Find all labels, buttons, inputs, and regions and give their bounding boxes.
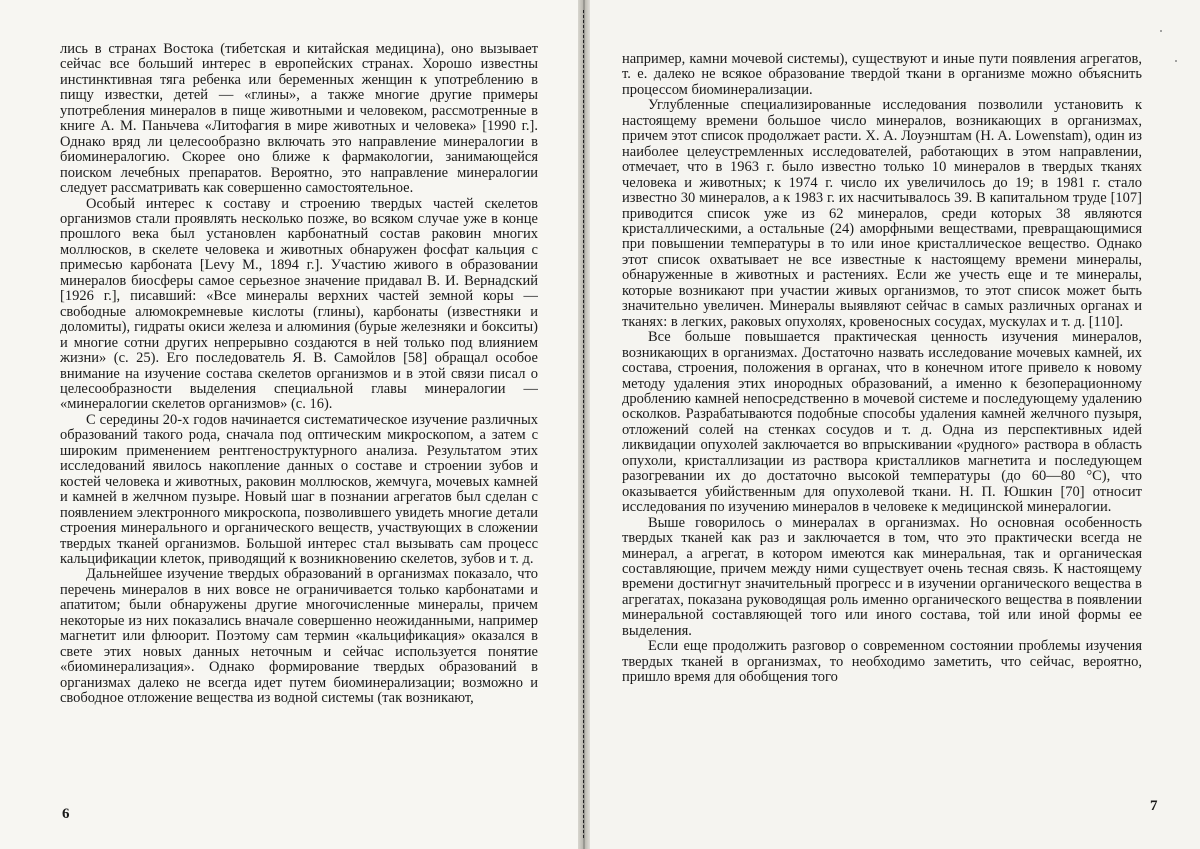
page-number: 7 bbox=[1150, 798, 1158, 814]
paragraph: С середины 20-х годов начинается систематическое изучение различных образований такого рода, сначала под оптическим микроскопом, а затем с широким применением рентгеноструктурного анализа. Результатом этих исследований явилось накопление данных о составе и строении зубов и костей человека и животных, раковин моллюсков, жемчуга, мочевых камней и камней в желчном пузыре. Новый шаг в познании агрегатов был сделан с появлением электронного микроскопа, позволившего увидеть многие детали строения минерального и органического веществ, участвующих в сложении твердых тканей организмов. Большой интерес стал вызывать сам процесс кальцификации клеток, приводящий к возникновению скелетов, зубов и т. д. bbox=[60, 411, 538, 567]
paragraph: Выше говорилось о минералах в организмах. Но основная особенность твердых тканей как раз и заключается в том, что это практически всегда не минерал, а агрегат, в котором имеются как минеральная, так и органическая составляющие, причем между ними существует очень тесная связь. К настоящему времени достигнут значительный прогресс и в изучении органического вещества в агрегатах, показана руководящая роль именно органического вещества в появлении минеральной составляющей того или иного состава, той или иной формы ее выделения. bbox=[622, 514, 1142, 639]
paragraph: Углубленные специализированные исследования позволили установить к настоящему времени большое число минералов, возникающих в организмах, причем этот список продолжает расти. Х. А. Лоуэнштам (H. A. Lowenstam), один из наиболее целеустремленных исследователей, работающих в этом направлении, отмечает, что в 1963 г. было известно только 10 минералов в твердых тканях человека и животных; к 1974 г. число их увеличилось до 19; в 1981 г. стало известно 30 минералов, а к 1983 г. их насчитывалось 39. В капитальном труде [107] приводится список уже из 62 минералов, среди которых 38 являются кристаллическими, а остальные (24) аморфными веществами, превращающимися при повышении температуры в то или иное кристаллическое вещество. Однако этот список охватывает не все известные к настоящему времени минералы, обнаруженные в животных и растениях. Если же учесть еще и те минералы, которые возникают при участии живых организмов, то этот список может быть значительно увеличен. Минералы выявляют сейчас в самых различных органах и тканях: в легких, раковых опухолях, кровеносных сосудах, мускулах и т. д. [110]. bbox=[622, 97, 1142, 330]
page-number: 6 bbox=[62, 806, 70, 822]
paragraph: Дальнейшее изучение твердых образований в организмах показало, что перечень минералов в них вовсе не ограничивается только карбонатами и апатитом; были обнаружены другие многочисленные минералы, причем некоторые из них показались вначале совершенно неожиданными, например магнетит или флюорит. Поэтому сам термин «кальцификация» оказался в свете этих новых данных неточным и сейчас используется понятие «биоминерализация». Однако формирование твердых образований в организмах далеко не всегда идет путем биоминерализации; возможно и свободное отложение вещества из водной системы (так возникают, bbox=[60, 566, 538, 707]
scan-speck bbox=[1160, 30, 1162, 32]
paragraph: лись в странах Востока (тибетская и китайская медицина), оно вызывает сейчас все больший интерес в европейских странах. Хорошо известны инстинктивная тяга ребенка или беременных женщин к употреблению в пищу известки, детей — «глины», а также многие другие примеры употребления минералов в пище животными и человеком, рассмотренные в книге А. М. Паньчева «Литофагия в мире животных и человека» [1990 г.]. Однако вряд ли целесообразно включать это направление минералогии в биоминералогию. Скорее оно ближе к фармакологии, занимающейся поиском лечебных препаратов. Вероятно, это направление минералогии следует рассматривать как совершенно самостоятельное. bbox=[60, 42, 538, 197]
left-page-text bbox=[60, 42, 538, 754]
paragraph: Особый интерес к составу и строению твердых частей скелетов организмов стали проявлять несколько позже, во всяком случае уже в конце прошлого века был установлен карбонатный состав раковин многих моллюсков, в скелете человека и животных обнаружен фосфат кальция с примесью карбоната [Levy M., 1894 г.]. Участию живого в образовании минералов биосферы самое серьезное значение придавал В. И. Вернадский [1926 г.], писавший: «Все минералы верхних частей земной коры — свободные алюмокремневые кислоты (глины), карбонаты (известняки и доломиты), гидраты окиси железа и алюминия (бурые железняки и бокситы) и многие сотни других непрерывно создаются в ней только под влиянием жизни» (с. 25). Его последователь Я. В. Самойлов [58] обращал особое внимание на изучение состава скелетов организмов и в этой связи писал о целесообразности выделения специальной главы минералогии — «минералогии скелетов организмов» (с. 16). bbox=[60, 195, 538, 413]
paragraph: Все больше повышается практическая ценность изучения минералов, возникающих в организмах. Достаточно назвать исследование мочевых камней, их состава, строения, положения в органах, что в конечном итоге привело к новому методу удаления этих инородных образований, а именно к безоперационному дроблению камней непосредственно в мочевой системе и последующему удалению осколков. Разрабатываются подобные способы удаления камней желчного пузыря, отложений солей на стенках сосудов и т. д. Одна из перспективных идей ликвидации опухолей заключается во впрыскивании «рудного» раствора в область опухоли, кристаллизации из раствора кристалликов магнетита и последующем разогревании их до достаточно высокой температуры (до 60—80 °С), что оказывается убийственным для опухолевой ткани. Н. П. Юшкин [70] относит исследования по изучению минералов в человеке к медицинской минералогии. bbox=[622, 329, 1142, 516]
paragraph: например, камни мочевой системы), существуют и иные пути появления агрегатов, т. е. далеко не всякое образование твердой ткани в организме можно объяснить процессом биоминерализации. bbox=[622, 52, 1142, 98]
book-gutter bbox=[578, 0, 590, 849]
left-page bbox=[0, 0, 578, 849]
scan-speck bbox=[1175, 60, 1177, 62]
right-page-text bbox=[622, 52, 1142, 800]
right-page bbox=[590, 0, 1200, 849]
paragraph: Если еще продолжить разговор о современном состоянии проблемы изучения твердых тканей в организмах, то необходимо заметить, что сейчас, вероятно, пришло время для обобщения того bbox=[622, 638, 1142, 686]
